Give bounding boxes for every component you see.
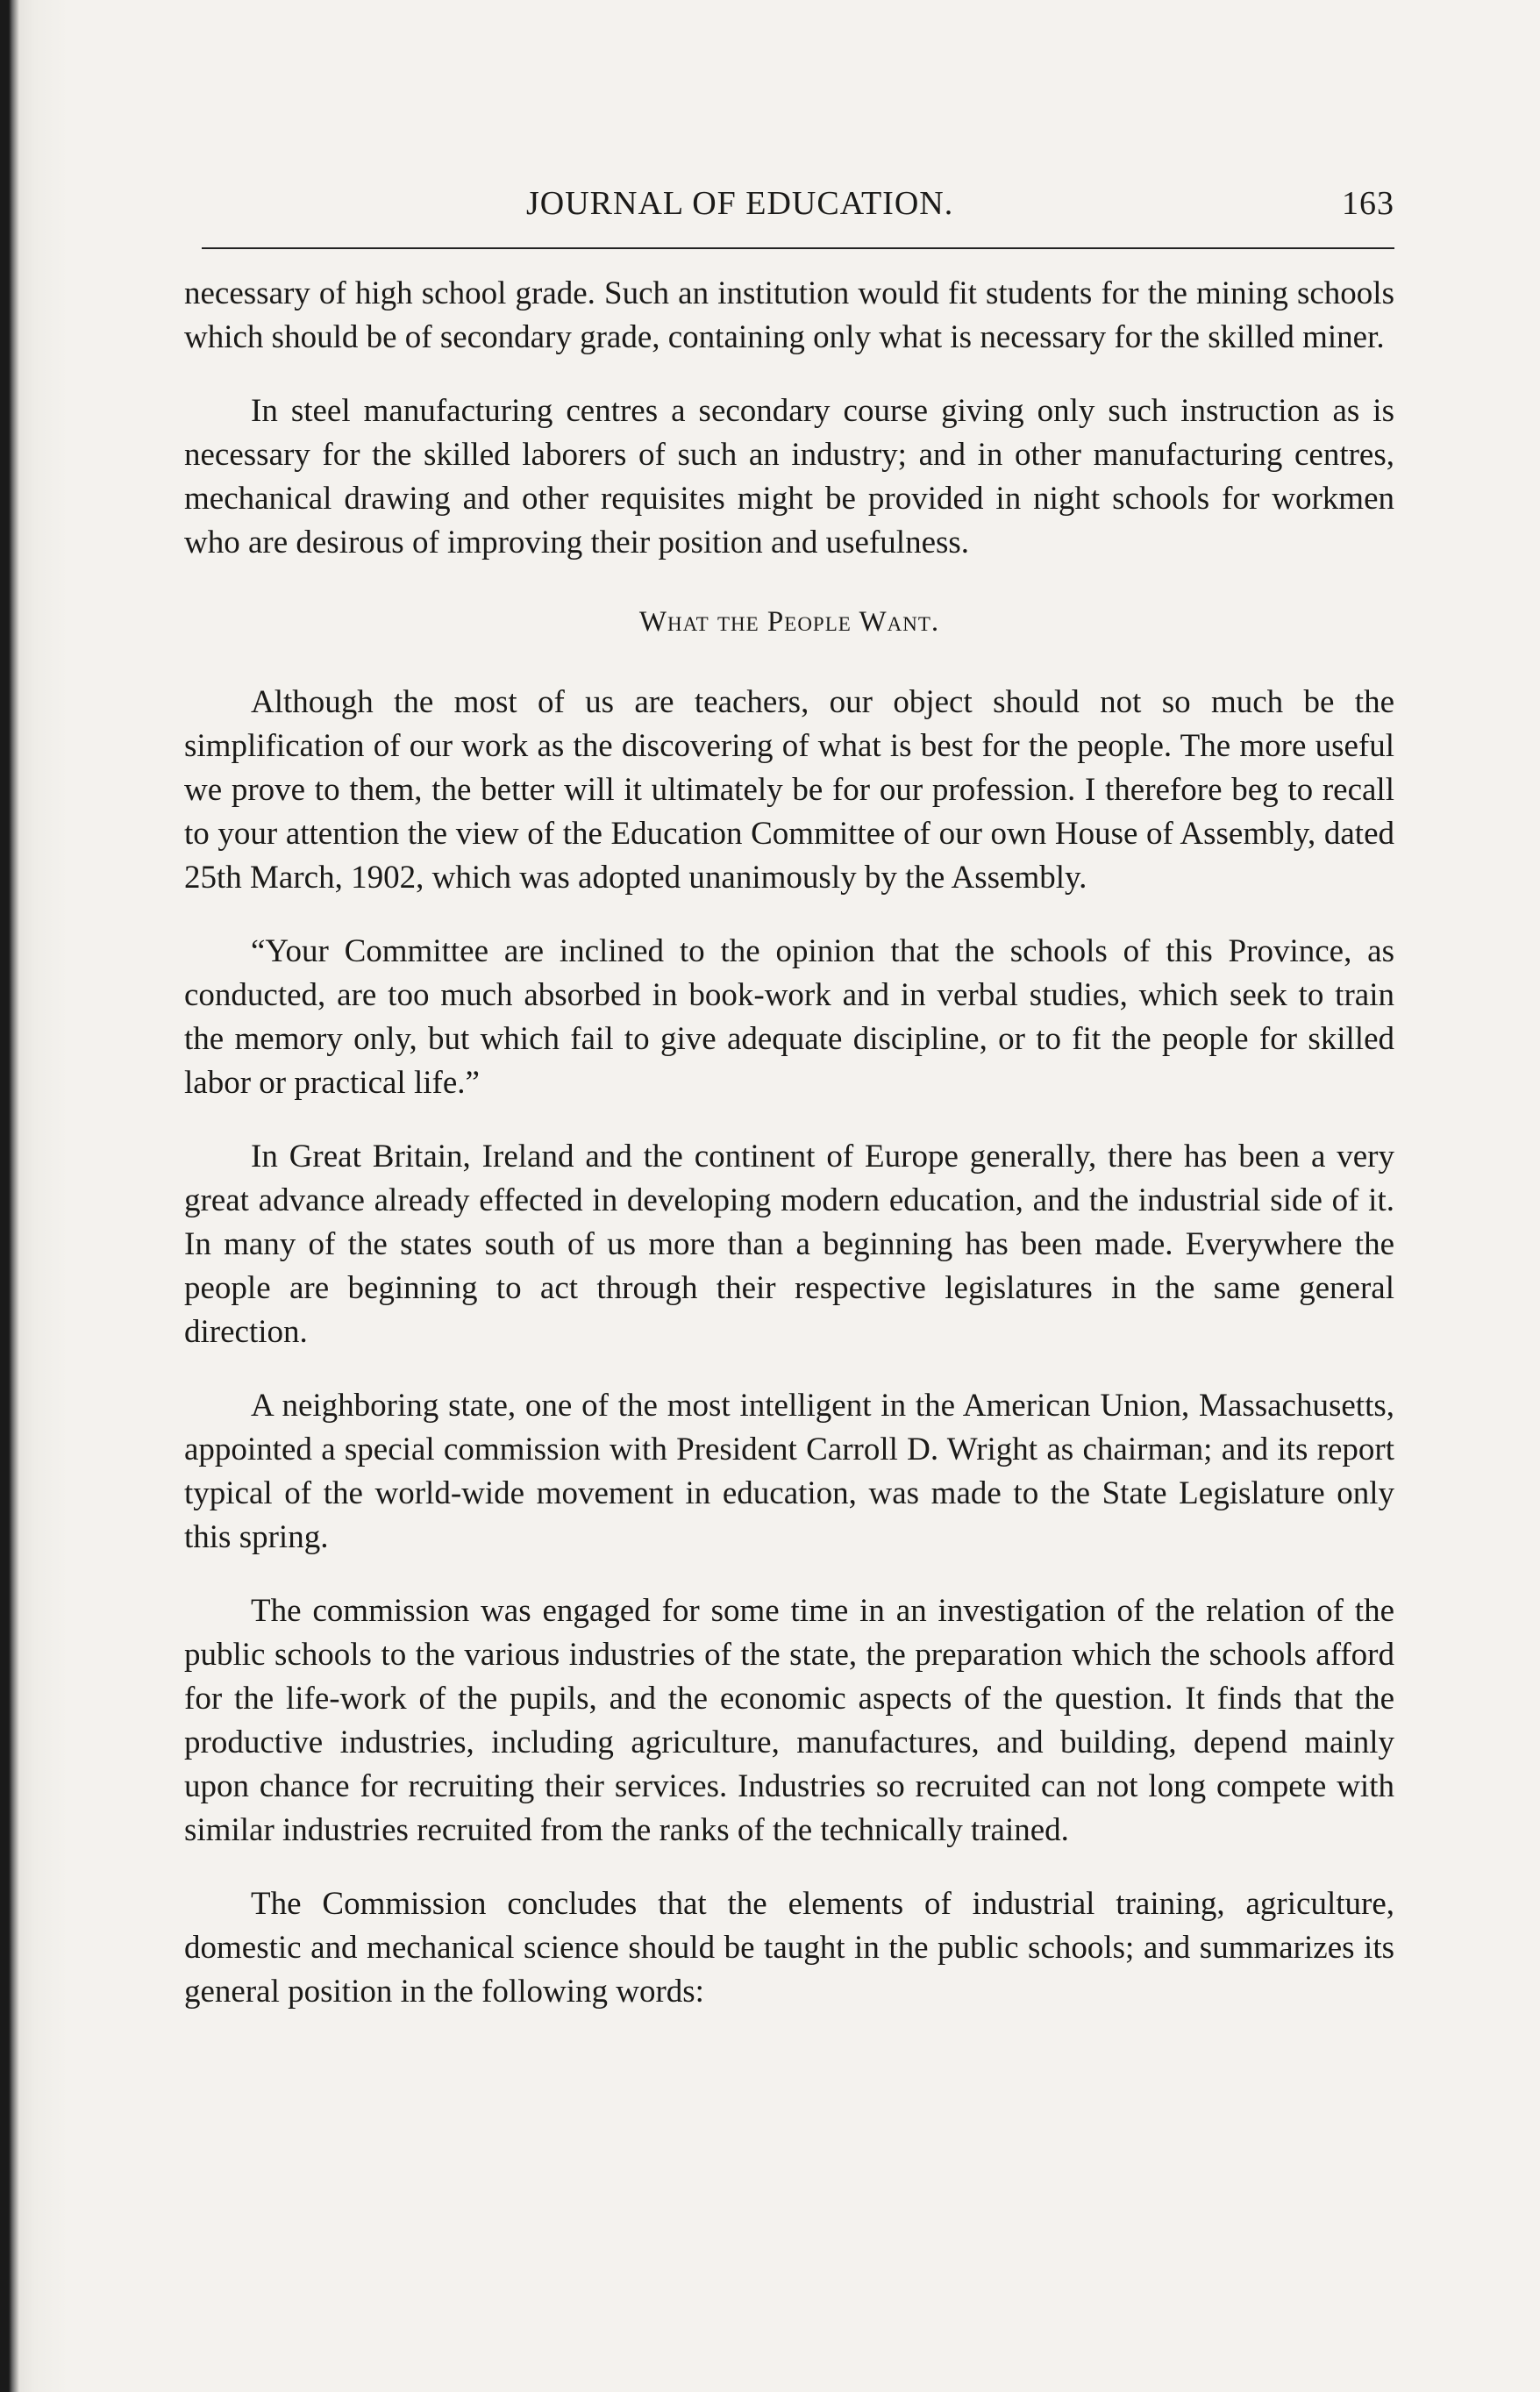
paragraph: The commission was engaged for some time in an investigation of the relation of the public schools to the various industries of the state, the preparation which the schools afford for the life-work of the pupils, and the economic aspects of the question. It finds that the productive industries, including agriculture, manufactures, and building, depend mainly upon chance for recruiting their services. Industries so recruited can not long compete with similar industries recruited from the ranks of the technically trained. <box>184 1593 1394 1848</box>
paragraph: Although the most of us are teachers, our object should not so much be the simplification of our work as the discovering of what is best for the people. The more useful we prove to them, the better will it ultimately be for our profession. I therefore beg to recall to your attention the view of the Education Committee of our own House of Assembly, dated 25th March, 1902, which was adopted unanimously by the Assembly. <box>184 684 1394 896</box>
header-rule <box>202 247 1394 249</box>
paragraph: The Commission concludes that the elements of industrial training, agriculture, domestic and mechanical science should be taught in the public schools; and summarizes its general position in the following words: <box>184 1886 1394 2010</box>
page-binding-edge <box>0 0 68 2392</box>
quoted-paragraph: “Your Committee are inclined to the opinion that the schools of this Province, as conducted, are too much absorbed in book-work and in verbal studies, which seek to train the memory only, but which fail to give adequate discipline, or to fit the people for skilled labor or practical life.” <box>184 933 1394 1101</box>
paragraph: A neighboring state, one of the most intelligent in the American Union, Massachusetts, appointed a special commission with President Carroll D. Wright as chairman; and its report typical of the world-wide movement in education, was made to the State Legislature only this spring. <box>184 1388 1394 1555</box>
paragraph-continued: necessary of high school grade. Such an institution would fit students for the mining schools which should be of secondary grade, containing only what is necessary for the skilled miner. <box>184 275 1394 355</box>
running-head <box>184 175 1394 228</box>
article-body <box>184 272 1394 2014</box>
journal-title: JOURNAL OF EDUCATION. <box>526 185 954 222</box>
journal-page <box>184 175 1394 2044</box>
paragraph: In Great Britain, Ireland and the continent of Europe generally, there has been a very great advance already effected in developing modern education, and the industrial side of it. In many of the states south of us more than a beginning has been made. Everywhere the people are beginning to act through their respective legislatures in the same general direction. <box>184 1139 1394 1350</box>
section-heading: What the People Want. <box>638 606 940 638</box>
paragraph: In steel manufacturing centres a secondary course giving only such instruction as is necessary for the skilled laborers of such an industry; and in other manufacturing centres, mechanical drawing and other requisites might be provided in night schools for workmen who are desirous of improving their position and usefulness. <box>184 393 1394 561</box>
page-number: 163 <box>1342 185 1394 222</box>
